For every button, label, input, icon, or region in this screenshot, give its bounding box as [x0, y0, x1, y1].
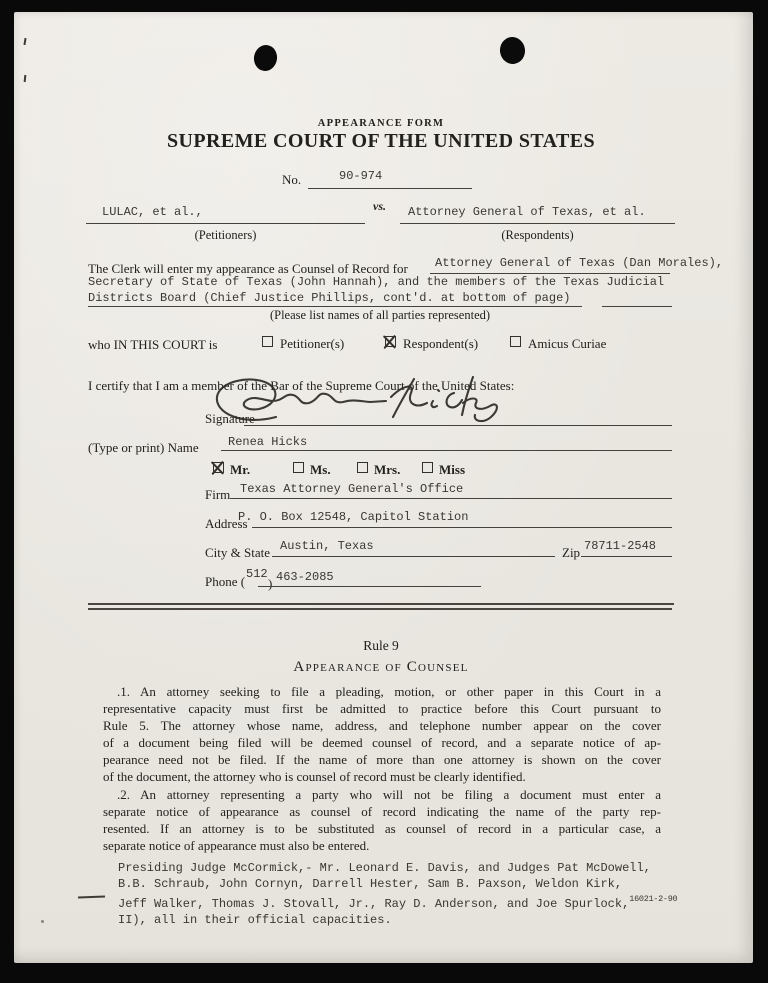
checkbox-amicus-curiae: [510, 336, 521, 347]
certify-statement: I certify that I am a member of the Bar of the Supreme Court of the United States:: [88, 378, 515, 393]
checkbox-petitioners: [262, 336, 273, 347]
paragraph-line: Rule 5. The attorney whose name, address, and telephone number appear on the cover: [103, 718, 661, 733]
checkbox-ms-label: Ms.: [310, 462, 331, 477]
rule-subheading: Appearance of Counsel: [293, 659, 469, 675]
checkbox-mr-label: Mr.: [230, 462, 251, 477]
scan-speck: [23, 38, 26, 45]
rule-paragraph-1: [103, 683, 661, 785]
petitioners-caption: (Petitioners): [194, 228, 257, 242]
vs-label: vs.: [373, 199, 386, 213]
document-stamp-number: 16021-2-90: [629, 894, 678, 904]
continued-parties-line: II), all in their official capacities.: [118, 912, 392, 927]
phone-area-code: 512: [246, 567, 268, 581]
address-value: P. O. Box 12548, Capitol Station: [238, 510, 469, 524]
phone-value: 463-2085: [276, 570, 334, 584]
form-type-heading: APPEARANCE FORM: [317, 118, 445, 129]
checkbox-miss-label: Miss: [439, 462, 465, 477]
continued-parties-line-text: Jeff Walker, Thomas J. Stovall, Jr., Ray D. Anderson, and Joe Spurlock,: [118, 897, 630, 911]
checkbox-mr: [213, 462, 224, 473]
signature-handwriting: [206, 372, 518, 430]
signature-label: Signature: [205, 411, 255, 426]
city-state-value: Austin, Texas: [280, 539, 374, 553]
hole-punch-right: [498, 35, 527, 65]
continued-parties-block: [118, 861, 677, 928]
checkbox-amicus-curiae-label: Amicus Curiae: [528, 336, 607, 351]
handwritten-dash-mark: [78, 896, 105, 899]
respondents-caption: (Respondents): [501, 228, 574, 242]
paragraph-line: .2. An attorney representing a party who will not be filing a document must enter a: [117, 787, 661, 802]
respondent-name: Attorney General of Texas, et al.: [408, 205, 646, 219]
list-parties-caption: (Please list names of all parties represented): [269, 308, 491, 322]
checkbox-petitioners-label: Petitioner(s): [280, 336, 345, 351]
address-label: Address: [205, 516, 248, 531]
paragraph-line: pearance need not be filed. If the name of more than one attorney is shown on the cover: [103, 752, 661, 767]
counsel-for-line2: Secretary of State of Texas (John Hannah), and the members of the Texas Judicial: [88, 275, 665, 289]
checkbox-miss: [422, 462, 433, 473]
section-divider-bottom: [88, 608, 672, 610]
clerk-entry-label: The Clerk will enter my appearance as Counsel of Record for: [88, 261, 408, 276]
paragraph-line: of the document, the attorney who is counsel of record must be clearly identified.: [103, 769, 526, 784]
form-paper: [14, 12, 753, 963]
petitioner-name: LULAC, et al.,: [102, 205, 203, 219]
continued-parties-line: B.B. Schraub, John Cornyn, Darrell Hester, Sam B. Paxson, Weldon Kirk,: [118, 876, 623, 891]
scan-speck: [41, 920, 44, 923]
rule-paragraph-2: [103, 786, 661, 854]
paragraph-line: of a document being filed will be deemed counsel of record, and a separate notice of ap-: [103, 735, 661, 750]
court-role-label: who IN THIS COURT is: [88, 337, 218, 352]
paragraph-line: resented. If an attorney is to be substituted as counsel of record in a particular case, a: [103, 821, 661, 836]
checkbox-ms: [293, 462, 304, 473]
checkbox-respondents: [385, 336, 396, 347]
section-divider-top: [88, 603, 674, 605]
phone-paren-close: ): [268, 576, 273, 591]
continued-parties-line: Presiding Judge McCormick,- Mr. Leonard E. Davis, and Judges Pat McDowell,: [118, 861, 651, 875]
hole-punch-left: [252, 43, 279, 73]
paragraph-line: separate notice of appearance as counsel of record indicating the name of the party rep-: [103, 804, 661, 819]
case-number-label: No.: [282, 172, 302, 187]
paragraph-line: .1. An attorney seeking to file a pleading, motion, or other paper in this Court in a: [117, 684, 661, 699]
page-title: SUPREME COURT OF THE UNITED STATES: [167, 130, 595, 152]
counsel-for-line3: Districts Board (Chief Justice Phillips, cont'd. at bottom of page): [88, 291, 571, 305]
checkbox-respondents-label: Respondent(s): [403, 336, 479, 351]
checkbox-mrs: [357, 462, 368, 473]
zip-value: 78711-2548: [584, 539, 657, 553]
case-number-value: 90-974: [339, 169, 383, 183]
name-value: Renea Hicks: [228, 435, 308, 449]
continued-parties-line: [118, 892, 677, 913]
counsel-for-line1: Attorney General of Texas (Dan Morales),: [435, 256, 724, 270]
counsel-for-line3-rule-b: [602, 291, 672, 307]
checkbox-mrs-label: Mrs.: [374, 462, 401, 477]
rule-heading: Rule 9: [363, 638, 399, 653]
case-number-line: [308, 172, 472, 189]
paragraph-line: representative capacity must first be admitted to practice before this Court pursuant to: [103, 701, 661, 716]
city-state-label: City & State: [205, 545, 270, 560]
paragraph-line: separate notice of appearance must also be entered.: [103, 838, 370, 853]
scan-speck: [24, 75, 27, 82]
name-label: (Type or print) Name: [88, 440, 199, 455]
firm-value: Texas Attorney General's Office: [240, 482, 464, 496]
zip-label: Zip: [562, 545, 581, 560]
phone-label: Phone (: [205, 574, 246, 589]
firm-label: Firm: [205, 487, 231, 502]
